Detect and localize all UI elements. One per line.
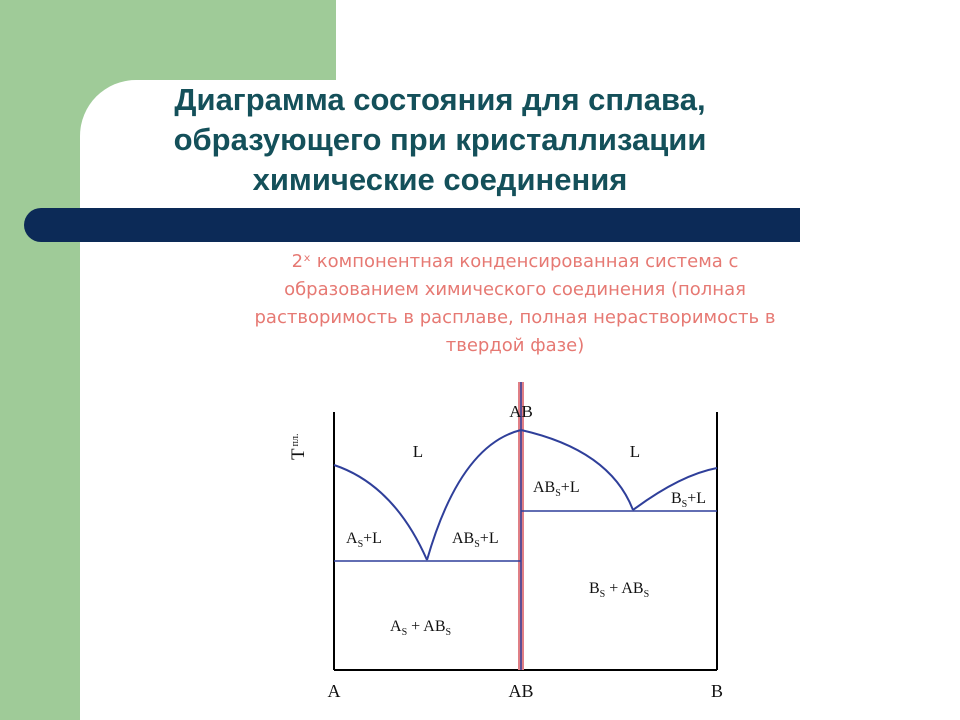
title-line-2: образующего при кристаллизации (173, 122, 707, 157)
region-label-bs-plus-l (671, 490, 706, 510)
bs-abs-a-sub: S (599, 589, 606, 600)
as-abs-a: A (390, 618, 402, 635)
abs-l-right-sub: S (555, 488, 561, 499)
as-abs-b-sub: S (445, 627, 452, 638)
subtitle-line-3: растворимость в расплаве, полная нерастворимость в (254, 307, 776, 328)
region-label-bs-plus-abs (589, 580, 649, 600)
bs-l-main: B (671, 490, 682, 507)
title-line-3: химические соединения (252, 162, 628, 197)
region-label-abs-plus-l-left (452, 530, 499, 550)
title-line-1: Диаграмма состояния для сплава, (174, 82, 706, 117)
as-abs-plus: + (407, 618, 424, 635)
as-l-main: A (346, 530, 358, 547)
region-label-as-plus-l (346, 530, 382, 550)
subtitle-line-4: твердой фазе) (445, 335, 585, 356)
y-axis-label-sub: пл. (290, 433, 301, 447)
as-abs-a-sub: S (401, 627, 408, 638)
as-l-sub: S (357, 539, 364, 550)
abs-l-left-sub: S (474, 539, 480, 550)
abs-l-left-rest: +L (479, 530, 499, 547)
abs-l-right-main: AB (533, 479, 556, 496)
bs-l-rest: +L (687, 490, 707, 507)
compound-top-label: AB (509, 402, 533, 421)
x-label-a: A (327, 681, 341, 701)
region-label-as-plus-abs (390, 618, 451, 638)
bs-abs-plus: + (605, 580, 622, 597)
x-label-ab: AB (508, 681, 534, 701)
abs-l-right-rest: +L (560, 479, 580, 496)
subtitle-line-2: образованием химического соединения (полная (284, 279, 746, 300)
x-label-b: B (710, 681, 724, 701)
bs-abs-b-sub: S (643, 589, 650, 600)
subtitle-line-1: 2ˣ компонентная конденсированная система с (291, 251, 739, 272)
as-abs-b: AB (423, 618, 446, 635)
bs-abs-a: B (589, 580, 600, 597)
bs-abs-b: AB (621, 580, 644, 597)
liquidus-ab-right (521, 430, 633, 510)
region-label-abs-plus-l-right (533, 479, 580, 499)
y-axis-label (288, 434, 309, 460)
bs-l-sub: S (681, 499, 688, 510)
y-axis-label-main: T (288, 448, 309, 460)
as-l-rest: +L (363, 530, 382, 547)
abs-l-left-main: AB (452, 530, 475, 547)
region-label-liquid-right: L (629, 442, 641, 461)
region-label-liquid-left: L (412, 442, 424, 461)
